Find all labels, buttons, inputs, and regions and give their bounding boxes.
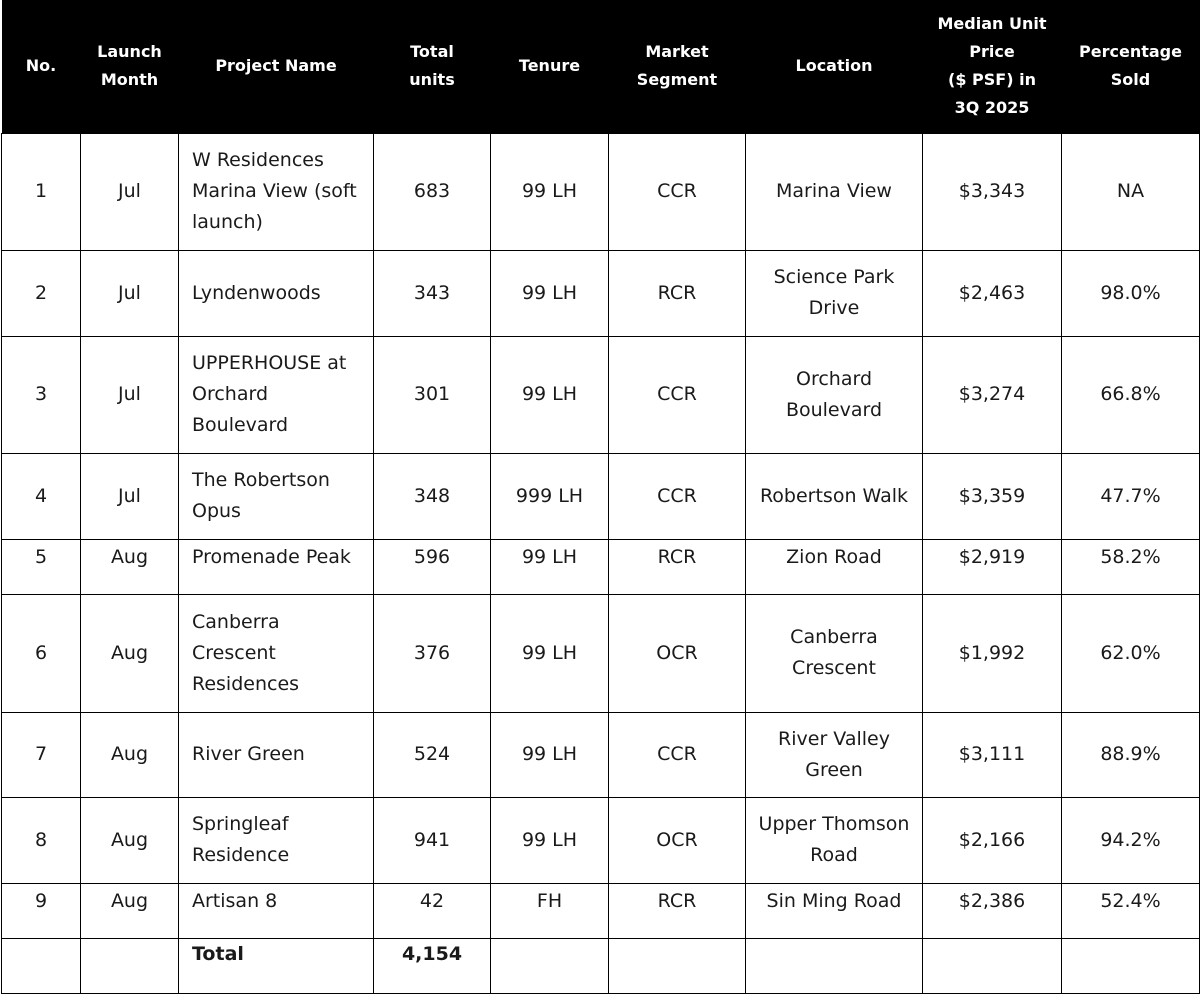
launch-table bbox=[1, 0, 1200, 994]
cell-sold: 47.7% bbox=[1062, 453, 1200, 539]
cell-location: Robertson Walk bbox=[746, 453, 923, 539]
total-row bbox=[2, 938, 1200, 993]
cell-no: 1 bbox=[2, 133, 81, 250]
total-units: 4,154 bbox=[374, 938, 491, 993]
table-row bbox=[2, 594, 1200, 712]
cell-units: 42 bbox=[374, 883, 491, 938]
cell-tenure: 99 LH bbox=[491, 250, 609, 336]
cell-segment: CCR bbox=[609, 453, 746, 539]
cell-sold: 58.2% bbox=[1062, 539, 1200, 594]
header-total-units: Total units bbox=[409, 42, 455, 90]
cell-price: $2,386 bbox=[923, 883, 1062, 938]
cell-units: 301 bbox=[374, 336, 491, 453]
cell-tenure: 99 LH bbox=[491, 336, 609, 453]
header-percentage-sold: Percentage Sold bbox=[1079, 42, 1182, 90]
cell-sold: 98.0% bbox=[1062, 250, 1200, 336]
table-row bbox=[2, 453, 1200, 539]
cell-sold: NA bbox=[1062, 133, 1200, 250]
header-no: No. bbox=[25, 56, 57, 76]
cell-project-name: Springleaf Residence bbox=[179, 797, 374, 883]
cell-empty bbox=[2, 938, 81, 993]
cell-units: 376 bbox=[374, 594, 491, 712]
cell-units: 596 bbox=[374, 539, 491, 594]
table-row bbox=[2, 133, 1200, 250]
cell-empty bbox=[609, 938, 746, 993]
table-row bbox=[2, 797, 1200, 883]
cell-empty bbox=[1062, 938, 1200, 993]
cell-location: Canberra Crescent bbox=[746, 594, 923, 712]
cell-sold: 66.8% bbox=[1062, 336, 1200, 453]
table-row bbox=[2, 539, 1200, 594]
cell-empty bbox=[746, 938, 923, 993]
cell-project-name: Lyndenwoods bbox=[179, 250, 374, 336]
cell-month: Aug bbox=[81, 712, 179, 797]
cell-month: Jul bbox=[81, 133, 179, 250]
table-row bbox=[2, 336, 1200, 453]
cell-no: 9 bbox=[2, 883, 81, 938]
header-location: Location bbox=[795, 56, 873, 76]
cell-sold: 62.0% bbox=[1062, 594, 1200, 712]
cell-sold: 52.4% bbox=[1062, 883, 1200, 938]
cell-location: Sin Ming Road bbox=[746, 883, 923, 938]
cell-no: 2 bbox=[2, 250, 81, 336]
cell-empty bbox=[923, 938, 1062, 993]
cell-tenure: 999 LH bbox=[491, 453, 609, 539]
cell-project-name: W Residences Marina View (soft launch) bbox=[179, 133, 374, 250]
cell-price: $2,463 bbox=[923, 250, 1062, 336]
cell-price: $3,111 bbox=[923, 712, 1062, 797]
cell-month: Aug bbox=[81, 883, 179, 938]
cell-project-name: River Green bbox=[179, 712, 374, 797]
cell-month: Jul bbox=[81, 453, 179, 539]
cell-tenure: 99 LH bbox=[491, 712, 609, 797]
cell-month: Jul bbox=[81, 336, 179, 453]
cell-project-name: UPPERHOUSE at Orchard Boulevard bbox=[179, 336, 374, 453]
cell-segment: CCR bbox=[609, 133, 746, 250]
cell-price: $3,343 bbox=[923, 133, 1062, 250]
cell-project-name: The Robertson Opus bbox=[179, 453, 374, 539]
cell-price: $3,359 bbox=[923, 453, 1062, 539]
header-tenure: Tenure bbox=[518, 56, 581, 76]
header-row bbox=[2, 0, 1200, 133]
table-row bbox=[2, 250, 1200, 336]
cell-tenure: FH bbox=[491, 883, 609, 938]
cell-price: $2,919 bbox=[923, 539, 1062, 594]
total-label: Total bbox=[179, 938, 374, 993]
cell-no: 4 bbox=[2, 453, 81, 539]
cell-tenure: 99 LH bbox=[491, 133, 609, 250]
cell-no: 6 bbox=[2, 594, 81, 712]
header-project-name: Project Name bbox=[215, 56, 337, 76]
cell-segment: RCR bbox=[609, 539, 746, 594]
cell-location: Zion Road bbox=[746, 539, 923, 594]
table-row bbox=[2, 712, 1200, 797]
cell-segment: RCR bbox=[609, 250, 746, 336]
cell-units: 524 bbox=[374, 712, 491, 797]
cell-price: $3,274 bbox=[923, 336, 1062, 453]
cell-location: Science Park Drive bbox=[746, 250, 923, 336]
cell-no: 3 bbox=[2, 336, 81, 453]
table-row bbox=[2, 883, 1200, 938]
cell-sold: 88.9% bbox=[1062, 712, 1200, 797]
cell-location: Orchard Boulevard bbox=[746, 336, 923, 453]
cell-segment: CCR bbox=[609, 712, 746, 797]
cell-no: 8 bbox=[2, 797, 81, 883]
cell-location: Upper Thomson Road bbox=[746, 797, 923, 883]
cell-price: $2,166 bbox=[923, 797, 1062, 883]
cell-project-name: Artisan 8 bbox=[179, 883, 374, 938]
cell-month: Aug bbox=[81, 797, 179, 883]
header-median-price: Median Unit Price ($ PSF) in 3Q 2025 bbox=[937, 14, 1047, 118]
cell-tenure: 99 LH bbox=[491, 797, 609, 883]
cell-units: 348 bbox=[374, 453, 491, 539]
cell-month: Aug bbox=[81, 539, 179, 594]
cell-no: 7 bbox=[2, 712, 81, 797]
cell-units: 343 bbox=[374, 250, 491, 336]
header-market-segment: Market Segment bbox=[636, 42, 718, 90]
cell-segment: RCR bbox=[609, 883, 746, 938]
cell-tenure: 99 LH bbox=[491, 539, 609, 594]
cell-units: 941 bbox=[374, 797, 491, 883]
cell-project-name: Canberra Crescent Residences bbox=[179, 594, 374, 712]
cell-units: 683 bbox=[374, 133, 491, 250]
cell-tenure: 99 LH bbox=[491, 594, 609, 712]
cell-empty bbox=[491, 938, 609, 993]
cell-price: $1,992 bbox=[923, 594, 1062, 712]
cell-empty bbox=[81, 938, 179, 993]
cell-location: River Valley Green bbox=[746, 712, 923, 797]
cell-month: Jul bbox=[81, 250, 179, 336]
cell-location: Marina View bbox=[746, 133, 923, 250]
cell-segment: CCR bbox=[609, 336, 746, 453]
header-launch-month: Launch Month bbox=[97, 42, 162, 90]
cell-project-name: Promenade Peak bbox=[179, 539, 374, 594]
cell-month: Aug bbox=[81, 594, 179, 712]
cell-sold: 94.2% bbox=[1062, 797, 1200, 883]
cell-segment: OCR bbox=[609, 797, 746, 883]
cell-segment: OCR bbox=[609, 594, 746, 712]
cell-no: 5 bbox=[2, 539, 81, 594]
